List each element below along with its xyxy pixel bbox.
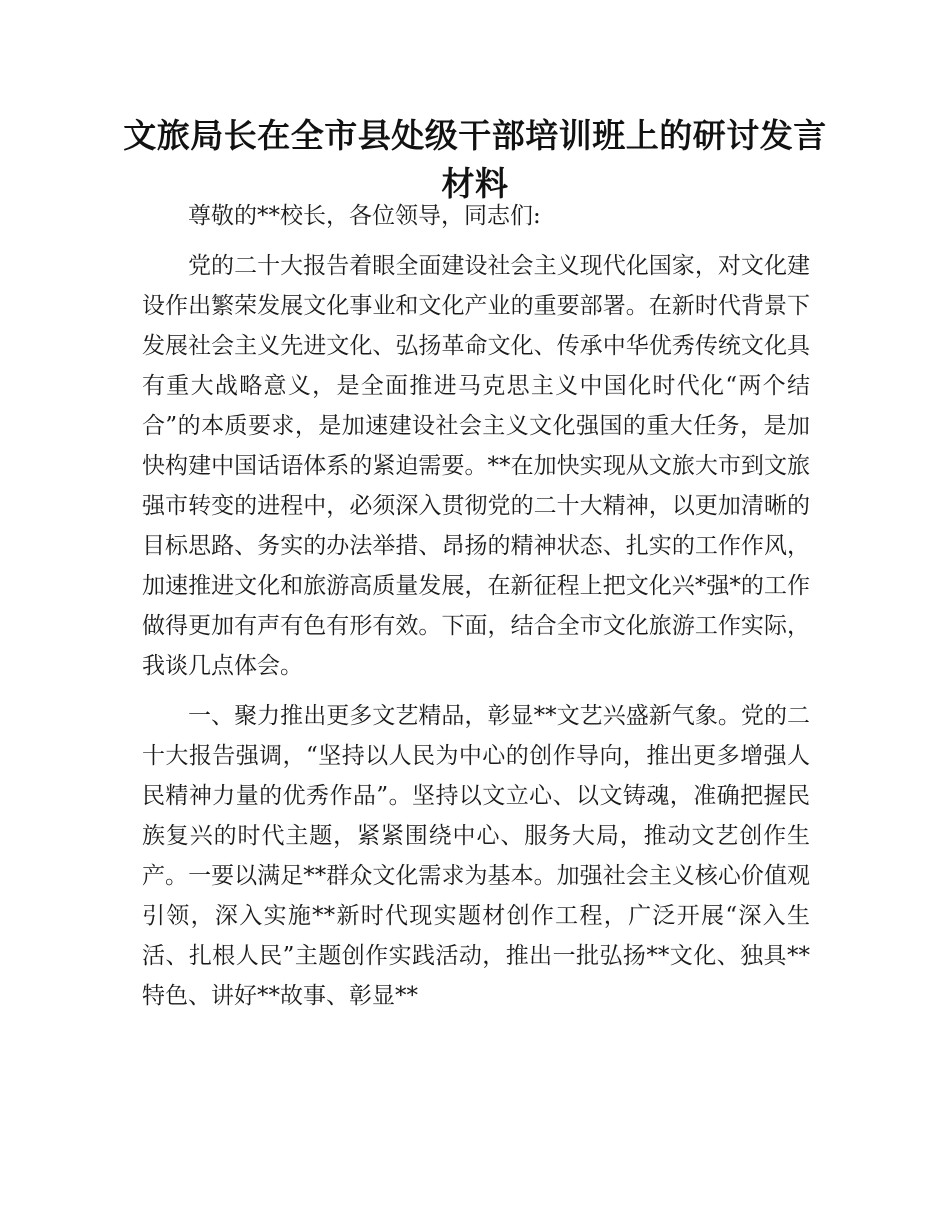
paragraph-section-one: 一、聚力推出更多文艺精品，彰显**文艺兴盛新气象。党的二十大报告强调，“坚持以人民为中心的创作导向，推出更多增强人民精神力量的优秀作品”。坚持以文立心、以文铸魂，准确把握民族复兴的时代主题，紧紧围绕中心、服务大局，推动文艺创作生产。一要以满足**群众文化需求为基本。加强社会主义核心价值观引领，深入实施**新时代现实题材创作工程，广泛开展“深入生活、扎根人民”主题创作实践活动，推出一批弘扬**文化、独具**特色、讲好**故事、彰显** [142,703,810,1009]
salutation: 尊敬的**校长，各位领导，同志们: [188,203,541,229]
document-body [142,196,810,1026]
document-title: 文旅局长在全市县处级干部培训班上的研讨发言材料 [123,116,827,203]
paragraph-intro: 党的二十大报告着眼全面建设社会主义现代化国家，对文化建设作出繁荣发展文化事业和文化产业的重要部署。在新时代背景下发展社会主义先进文化、弘扬革命文化、传承中华优秀传统文化具有重大战略意义，是全面推进马克思主义中国化时代化“两个结合”的本质要求，是加速建设社会主义文化强国的重大任务，是加快构建中国话语体系的紧迫需要。**在加快实现从文旅大市到文旅强市转变的进程中，必须深入贯彻党的二十大精神，以更加清晰的目标思路、务实的办法举措、昂扬的精神状态、扎实的工作作风，加速推进文化和旅游高质量发展，在新征程上把文化兴*强*的工作做得更加有声有色有形有效。下面，结合全市文化旅游工作实际，我谈几点体会。 [142,253,810,679]
